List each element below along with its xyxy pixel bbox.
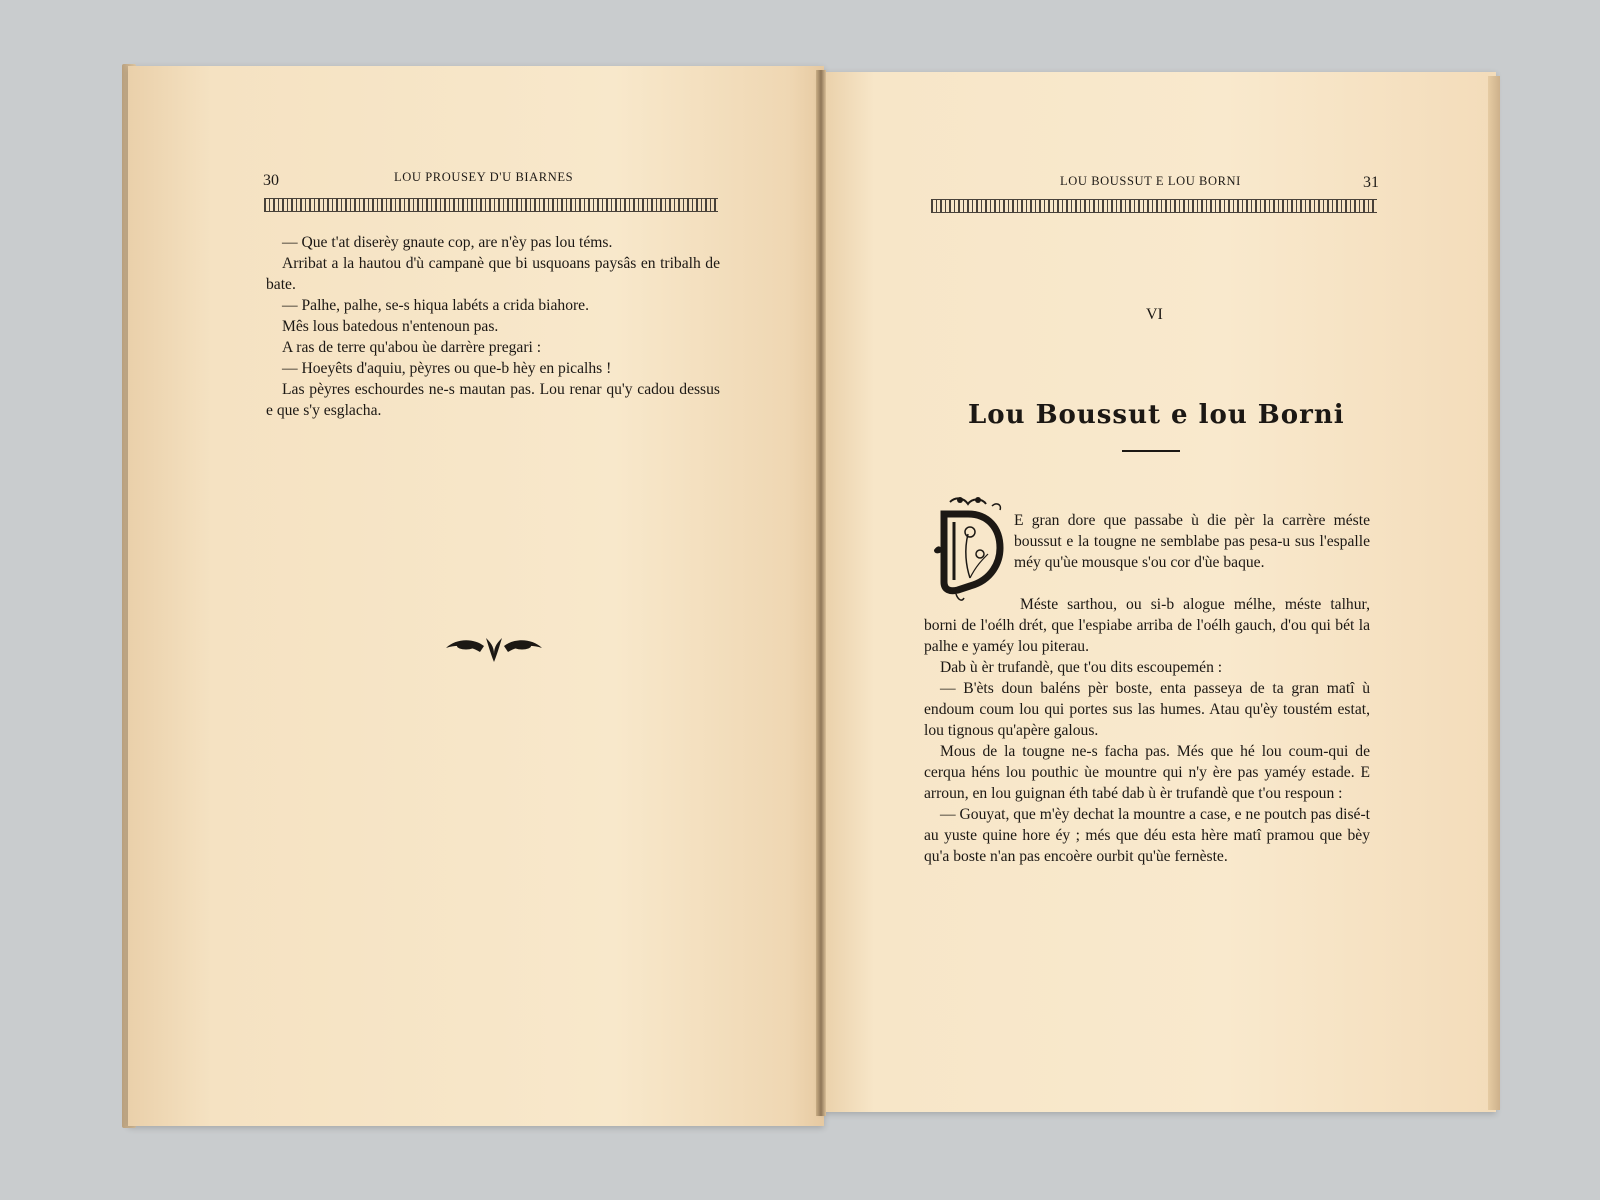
paragraph: — Hoeyêts d'aquiu, pèyres ou que-b hèy en picalhs !: [282, 360, 612, 377]
paragraph: Arribat a la hautou d'ù campanè que bi usquoans paysâs en tribalh de bate.: [266, 255, 720, 293]
chapter-number: VI: [1146, 306, 1163, 323]
book-gutter: [816, 70, 826, 1116]
right-page: [820, 72, 1496, 1112]
paragraph: — Gouyat, que m'èy dechat la mountre a case, e ne poutch pas disé-t au yuste quine hore éy ; més que déu esta hère matî pramou que bèy qu'a boste n'an pas encoère ourbit qu'ùe fernèste.: [924, 806, 1370, 865]
paragraph: A ras de terre qu'abou ùe darrère pregari :: [282, 339, 542, 356]
page-number-left: 30: [263, 172, 279, 189]
paragraph: — Palhe, palhe, se-s hiqua labéts a crida biahore.: [282, 297, 590, 314]
header-ornament-left: [264, 198, 718, 212]
title-rule: [1122, 450, 1180, 452]
page-number-right: 31: [1363, 174, 1379, 191]
decorated-drop-cap: [930, 494, 1012, 604]
opening-paragraph: E gran dore que passabe ù die pèr la carrère méste boussut e la tougne ne semblabe pas pesa-u sus l'espalle méy qu'ùe mousque s'ou cor d'ùe baque.: [1014, 512, 1370, 571]
left-page: [128, 66, 824, 1126]
paragraph: Mês lous batedous n'entenoun pas.: [282, 318, 499, 335]
paragraph: — Que t'at diserèy gnaute cop, are n'èy pas lou téms.: [282, 234, 613, 251]
right-page-text: [924, 594, 1370, 867]
paragraph: Mous de la tougne ne-s facha pas. Més que hé lou coum-qui de cerqua héns lou pouthic ùe mountre qui n'y ère pas yaméy estade. E arroun, en lou guignan éth tabé dab ù èr trufandè que t'ou respoun :: [924, 743, 1370, 802]
paragraph: Méste sarthou, ou si-b alogue mélhe, méste talhur, borni de l'oélh drét, que l'espiabe arriba de l'oélh gauch, d'ou qui bét la palhe e yaméy lou piterau.: [924, 596, 1370, 655]
running-head-right: LOU BOUSSUT E LOU BORNI: [1060, 174, 1241, 188]
paragraph: — B'èts doun baléns pèr boste, enta passeya de ta gran matî ù endoum coum lou qui portes sus las humes. Atau qu'èy toustém estat, lou tignous qu'apère galous.: [924, 680, 1370, 739]
paragraph: Dab ù èr trufandè, que t'ou dits escoupemén :: [940, 659, 1223, 676]
fleuron-ornament: [444, 632, 544, 668]
right-page-edge: [1488, 76, 1500, 1110]
header-ornament-right: [931, 199, 1377, 213]
running-head-left: LOU PROUSEY D'U BIARNES: [394, 170, 574, 184]
paragraph: Las pèyres eschourdes ne-s mautan pas. Lou renar qu'y cadou dessus e que s'y esglacha.: [266, 381, 720, 419]
chapter-title: Lou Boussut e lou Borni: [968, 400, 1345, 430]
left-page-text: [266, 232, 720, 421]
